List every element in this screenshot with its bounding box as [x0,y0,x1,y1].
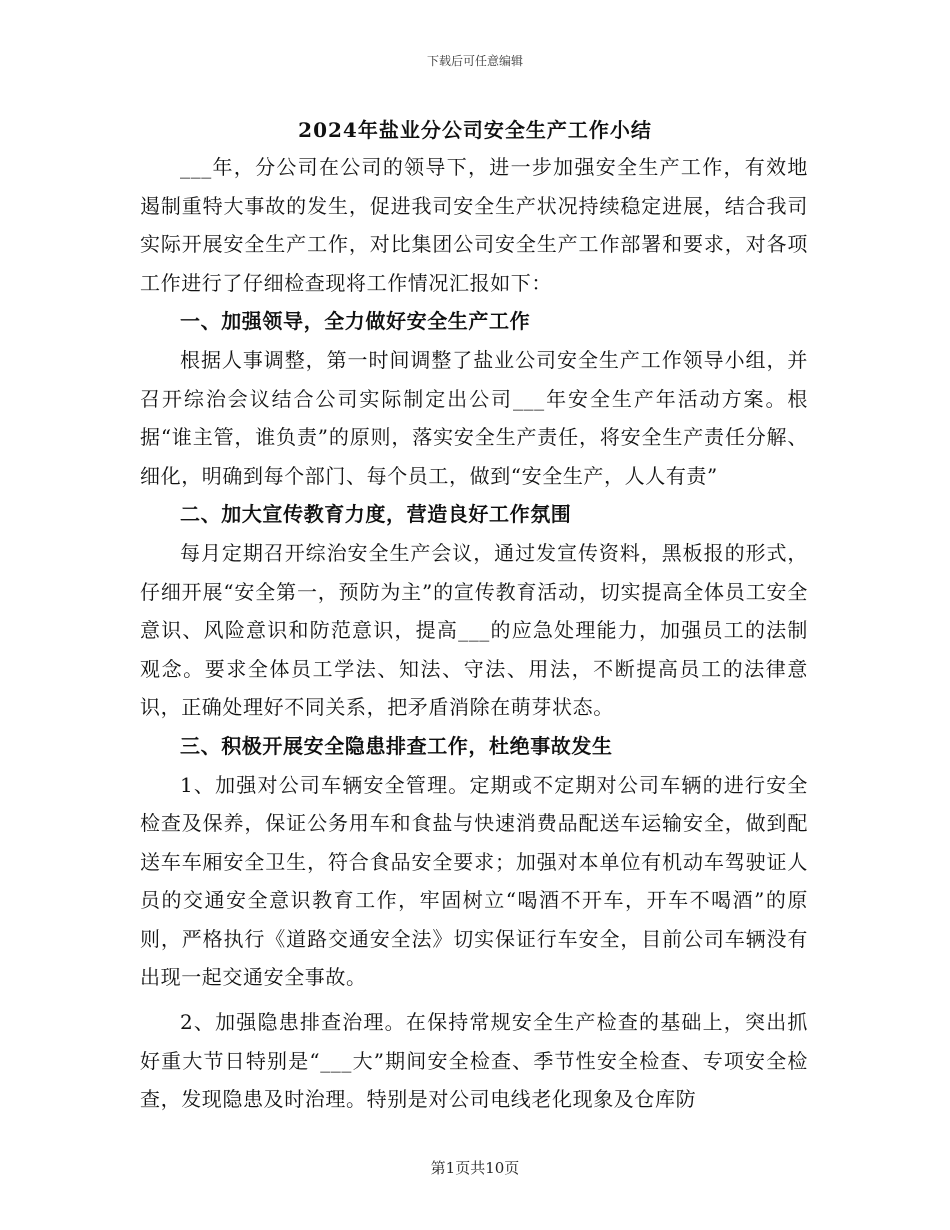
section-heading-2: 二、加大宣传教育力度，营造良好工作氛围 [180,502,572,527]
section-3-item-1: 1、加强对公司车辆安全管理。定期或不定期对公司车辆的进行安全检查及保养，保证公务用车和食盐与快速消费品配送车运输安全，做到配送车车厢安全卫生，符合食品安全要求；加强对本单位有机动车驾驶证人员的交通安全意识教育工作，牢固树立“喝酒不开车，开车不喝酒”的原则，严格执行《道路交通安全法》切实保证行车安全，目前公司车辆没有出现一起交通安全事故。 [140,772,808,990]
section-2-paragraph: 每月定期召开综治安全生产会议，通过发宣传资料，黑板报的形式，仔细开展“安全第一，预防为主”的宣传教育活动，切实提高全体员工安全意识、风险意识和防范意识，提高___的应急处理能力，加强员工的法制观念。要求全体员工学法、知法、守法、用法，不断提高员工的法律意识，正确处理好不同关系，把矛盾消除在萌芽状态。 [140,540,808,720]
document-body [140,148,808,1119]
page-number: 第1页共10页 [430,1159,520,1177]
header-note: 下载后可任意编辑 [426,54,523,68]
section-heading-1: 一、加强领导，全力做好安全生产工作 [180,309,531,334]
section-1-paragraph: 根据人事调整，第一时间调整了盐业公司安全生产工作领导小组，并召开综治会议结合公司实际制定出公司___年安全生产年活动方案。根据“谁主管，谁负责”的原则，落实安全生产责任，将安全生产责任分解、细化，明确到每个部门、每个员工，做到“安全生产，人人有责” [140,347,808,488]
section-3-item-2: 2、加强隐患排查治理。在保持常规安全生产检查的基础上，突出抓好重大节日特别是“___大”期间安全检查、季节性安全检查、专项安全检查，发现隐患及时治理。特别是对公司电线老化现象及仓库防 [140,1010,808,1112]
section-heading-3: 三、积极开展安全隐患排查工作，杜绝事故发生 [180,733,613,758]
intro-paragraph: ___年，分公司在公司的领导下，进一步加强安全生产工作，有效地遏制重特大事故的发生，促进我司安全生产状况持续稳定进展，结合我司实际开展安全生产工作，对比集团公司安全生产工作部署和要求，对各项工作进行了仔细检查现将工作情况汇报如下： [140,155,808,295]
document-title: 2024年盐业分公司安全生产工作小结 [298,118,652,142]
